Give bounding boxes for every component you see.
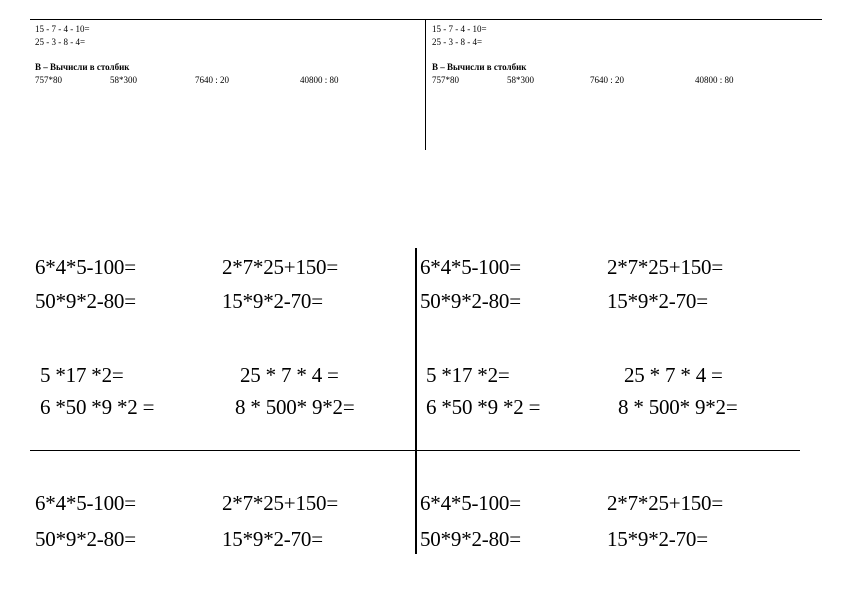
top-left-expr-1: 15 - 7 - 4 - 10= bbox=[35, 24, 90, 34]
top-right-col-3: 7640 : 20 bbox=[590, 75, 625, 85]
mid-right-r4-b: 8 * 500* 9*2= bbox=[618, 395, 738, 419]
top-left-col-4: 40800 : 80 bbox=[300, 75, 339, 85]
top-right-col-2: 58*300 bbox=[507, 75, 534, 85]
mid-right-r3-a: 5 *17 *2= bbox=[426, 363, 510, 387]
mid-left-r1-b: 2*7*25+150= bbox=[222, 255, 338, 279]
top-left-col-3: 7640 : 20 bbox=[195, 75, 230, 85]
top-left-heading: В – Вычисли в столбик bbox=[35, 62, 130, 72]
top-left-expr-2: 25 - 3 - 8 - 4= bbox=[35, 37, 86, 47]
mid-right-r2-a: 50*9*2-80= bbox=[420, 289, 521, 313]
mid-right-r2-b: 15*9*2-70= bbox=[607, 289, 708, 313]
top-right-col-4: 40800 : 80 bbox=[695, 75, 734, 85]
lower-divider bbox=[415, 248, 417, 554]
mid-right-r4-a: 6 *50 *9 *2 = bbox=[426, 395, 541, 419]
bot-right-r2-b: 15*9*2-70= bbox=[607, 527, 708, 551]
mid-left-r1-a: 6*4*5-100= bbox=[35, 255, 136, 279]
mid-left-r4-b: 8 * 500* 9*2= bbox=[235, 395, 355, 419]
mid-right-r1-b: 2*7*25+150= bbox=[607, 255, 723, 279]
bot-left-r1-b: 2*7*25+150= bbox=[222, 491, 338, 515]
top-divider bbox=[425, 19, 426, 150]
top-left-col-2: 58*300 bbox=[110, 75, 137, 85]
top-right-heading: В – Вычисли в столбик bbox=[432, 62, 527, 72]
mid-left-r3-a: 5 *17 *2= bbox=[40, 363, 124, 387]
bot-left-r2-a: 50*9*2-80= bbox=[35, 527, 136, 551]
top-left-col-1: 757*80 bbox=[35, 75, 62, 85]
lower-rule bbox=[30, 450, 800, 451]
bot-left-r1-a: 6*4*5-100= bbox=[35, 491, 136, 515]
top-right-expr-2: 25 - 3 - 8 - 4= bbox=[432, 37, 483, 47]
bot-right-r2-a: 50*9*2-80= bbox=[420, 527, 521, 551]
mid-right-r1-a: 6*4*5-100= bbox=[420, 255, 521, 279]
bot-right-r1-a: 6*4*5-100= bbox=[420, 491, 521, 515]
bot-right-r1-b: 2*7*25+150= bbox=[607, 491, 723, 515]
mid-left-r3-b: 25 * 7 * 4 = bbox=[240, 363, 339, 387]
top-right-expr-1: 15 - 7 - 4 - 10= bbox=[432, 24, 487, 34]
mid-left-r2-a: 50*9*2-80= bbox=[35, 289, 136, 313]
mid-left-r2-b: 15*9*2-70= bbox=[222, 289, 323, 313]
bot-left-r2-b: 15*9*2-70= bbox=[222, 527, 323, 551]
top-rule bbox=[30, 19, 822, 20]
mid-right-r3-b: 25 * 7 * 4 = bbox=[624, 363, 723, 387]
top-right-col-1: 757*80 bbox=[432, 75, 459, 85]
mid-left-r4-a: 6 *50 *9 *2 = bbox=[40, 395, 155, 419]
